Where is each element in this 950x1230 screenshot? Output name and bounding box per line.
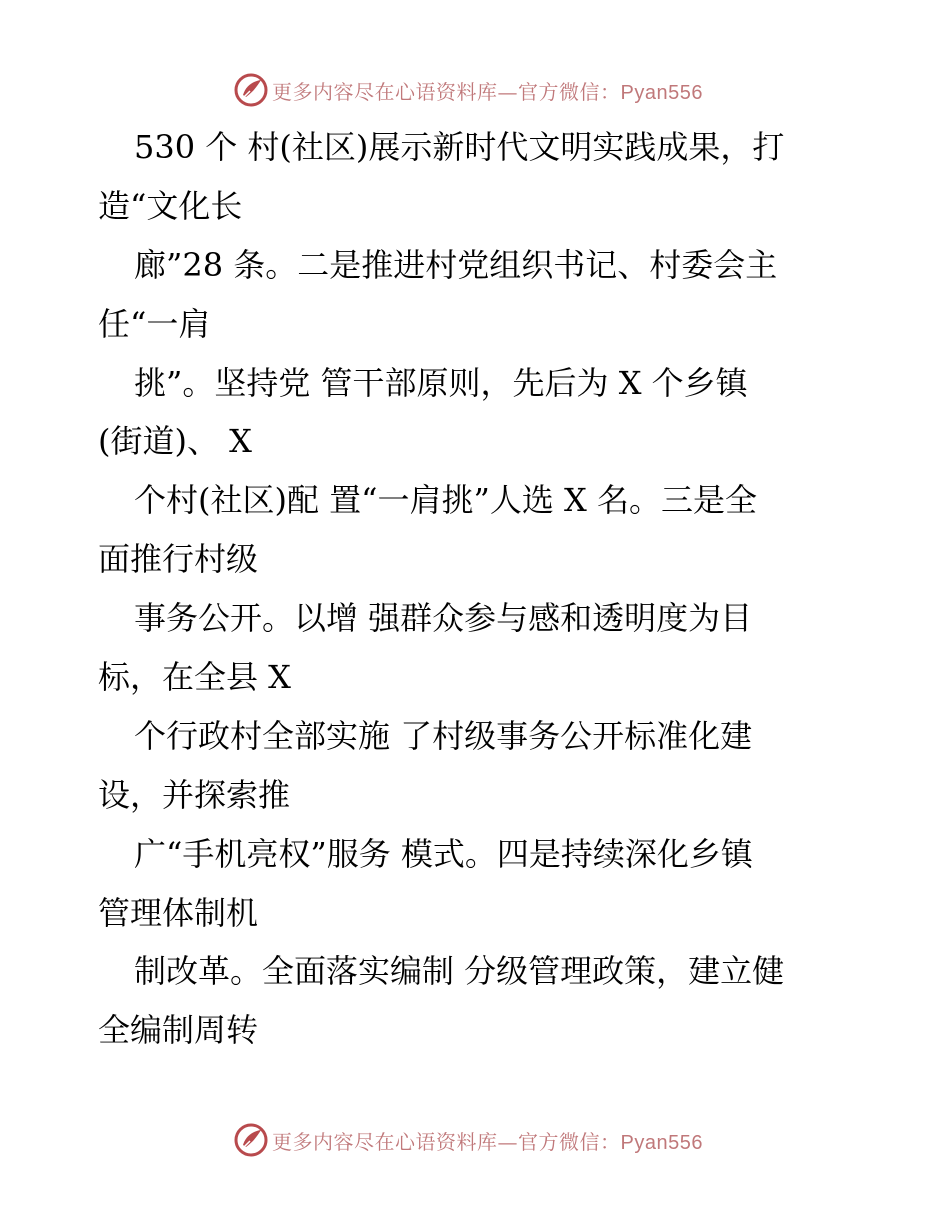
text-line: (街道)、 X [98,422,252,461]
text-line: 管理体制机 [98,893,259,932]
text-line: 事务公开。以增 强群众参与感和透明度为目 [134,599,753,638]
text-line: 全编制周转 [98,1011,259,1050]
footer-banner [234,1120,703,1160]
wechat-id: Pyan556 [620,81,703,104]
text-line: 廊”28 条。二是推进村党组织书记、村委会主 [134,245,778,284]
text-line: 530 个 村(社区)展示新时代文明实践成果，打 [134,128,785,166]
brand-logo-icon [234,1123,268,1157]
text-line: 广“手机亮权”服务 模式。四是持续深化乡镇 [134,834,753,873]
text-line: 标，在全县 X [98,658,291,697]
text-line: 制改革。全面落实编制 分级管理政策，建立健 [134,952,785,991]
text-line: 挑”。坚持党 管干部原则，先后为 X 个乡镇 [134,363,748,402]
text-line: 任“一肩 [98,304,211,343]
text-line: 造“文化长 [98,186,243,225]
text-line: 个行政村全部实施 了村级事务公开标准化建 [134,716,753,755]
text-line: 面推行村级 [98,540,259,579]
wechat-id: Pyan556 [620,1131,703,1154]
brand-logo-icon [234,73,268,107]
body-paragraph [98,118,858,1060]
text-line: 设，并探索推 [98,775,291,814]
header-banner [234,70,703,110]
text-line: 个村(社区)配 置“一肩挑”人选 X 名。三是全 [134,481,757,520]
banner-text: 更多内容尽在心语资料库—官方微信：Pyan556 [272,1129,703,1154]
banner-text: 更多内容尽在心语资料库—官方微信：Pyan556 [272,79,703,104]
